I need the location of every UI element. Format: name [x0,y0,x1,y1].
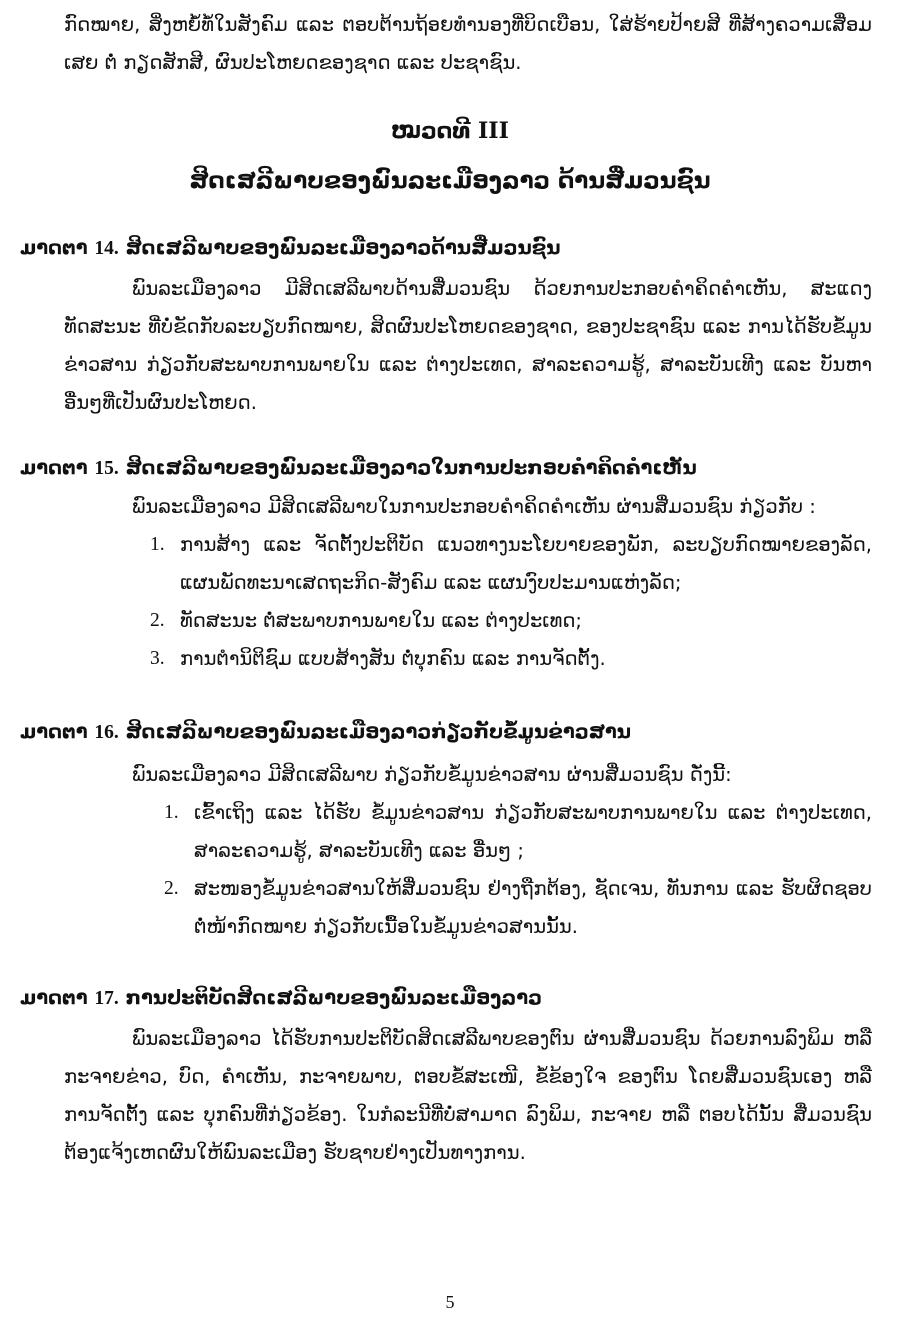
page-number: 5 [445,1292,455,1312]
list-item-text: ທັດສະນະ ຕໍ່ສະພາບການພາຍໃນ ແລະ ຕ່າງປະເທດ; [180,609,583,632]
list-item [164,794,872,870]
list-marker: 2. [164,878,179,899]
top-paragraph: ກົດໝາຍ, ສິ່ງຫຍໍ້ທໍ້ໃນສັງຄົມ ແລະ ຕອບຕ້ານຖ້ອຍທຳນອງທີ່ບິດເບືອນ, ໃສ່ຮ້າຍປ້າຍສີ ທີ່ສ້າງຄວາມເສື່ອມເສຍ ຕໍ່ ກຽດສັກສີ, ຜົນປະໂຫຍດຂອງຊາດ ແລະ ປະຊາຊົນ. [64,13,872,74]
article-title: ການປະຕິບັດສິດເສລີພາບຂອງພົນລະເມືອງລາວ [125,986,543,1009]
chapter-title: ສິດເສລີພາບຂອງພົນລະເມືອງລາວ ດ້ານສື່ມວນຊົນ [189,168,711,194]
article-14-heading [20,236,561,260]
article-number: 17. [94,988,119,1009]
list-item-text: ການຕຳນິຕິຊົມ ແບບສ້າງສັນ ຕໍ່ບຸກຄົນ ແລະ ການຈັດຕັ້ງ. [180,647,606,670]
article-number: 16. [94,722,119,743]
article-14-body: ພົນລະເມືອງລາວ ມີສິດເສລີພາບດ້ານສື່ມວນຊົນ ດ້ວຍການປະກອບຄຳຄິດຄຳເຫັນ, ສະແດງທັດສະນະ ທີ່ບໍ່ຂັດກັບລະບຽບກົດໝາຍ, ສິດຜົນປະໂຫຍດຂອງຊາດ, ຂອງປະຊາຊົນ ແລະ ການໄດ້ຮັບຂໍ້ມູນຂ່າວສານ ກ່ຽວກັບສະພາບການພາຍໃນ ແລະ ຕ່າງປະເທດ, ສາລະຄວາມຮູ້, ສາລະບັນເທີງ ແລະ ບັນຫາອື່ນໆທີ່ເປັນຜົນປະໂຫຍດ. [64,277,872,414]
list-item [164,870,872,946]
list-marker: 2. [150,610,165,631]
article-number: 14. [94,238,119,259]
article-15-body: ພົນລະເມືອງລາວ ມີສິດເສລີພາບໃນການປະກອບຄຳຄິດຄຳເຫັນ ຜ່ານສື່ມວນຊົນ ກ່ຽວກັບ : [132,495,816,518]
article-16-heading [20,720,631,744]
article-label: ມາດຕາ [20,236,88,259]
article-title: ສິດເສລີພາບຂອງພົນລະເມືອງລາວກ່ຽວກັບຂໍ້ມູນຂ່າວສານ [125,720,631,743]
article-label: ມາດຕາ [20,720,88,743]
chapter-heading [0,118,900,144]
article-15-list [150,526,872,678]
list-item-text: ສະໜອງຂໍ້ມູນຂ່າວສານໃຫ້ສື່ມວນຊົນ ຢ່າງຖືກຕ້ອງ, ຊັດເຈນ, ທັນການ ແລະ ຮັບຜິດຊອບຕໍ່ໜ້າກົດໝາຍ ກ່ຽວກັບເນື້ອໃນຂໍ້ມູນຂ່າວສານນັ້ນ. [194,877,872,938]
list-marker: 1. [150,534,165,555]
list-marker: 3. [150,648,165,669]
article-label: ມາດຕາ [20,456,88,479]
list-item [150,640,872,678]
article-17-body: ພົນລະເມືອງລາວ ໄດ້ຮັບການປະຕິບັດສິດເສລີພາບຂອງຕົນ ຜ່ານສື່ມວນຊົນ ດ້ວຍການລົງພິມ ຫລື ກະຈາຍຂ່າວ, ບົດ, ຄຳເຫັນ, ກະຈາຍພາບ, ຕອບຂໍ້ສະເໜີ, ຂໍ້ຂ້ອງໃຈ ຂອງຕົນ ໂດຍສື່ມວນຊົນເອງ ຫລື ການຈັດຕັ້ງ ແລະ ບຸກຄົນທີ່ກ່ຽວຂ້ອງ. ໃນກໍລະນີທີ່ບໍ່ສາມາດ ລົງພິມ, ກະຈາຍ ຫລື ຕອບໄດ້ນັ້ນ ສື່ມວນຊົນ ຕ້ອງແຈ້ງເຫດຜົນໃຫ້ພົນລະເມືອງ ຮັບຊາບຢ່າງເປັນທາງການ. [64,1027,872,1164]
article-label: ມາດຕາ [20,986,88,1009]
list-item-text: ເຂົ້າເຖິງ ແລະ ໄດ້ຮັບ ຂໍ້ມູນຂ່າວສານ ກ່ຽວກັບສະພາບການພາຍໃນ ແລະ ຕ່າງປະເທດ, ສາລະຄວາມຮູ້, ສາລະບັນເທີງ ແລະ ອື່ນໆ ; [194,801,872,862]
article-16-list [164,794,872,946]
article-number: 15. [94,458,119,479]
list-item [150,526,872,602]
chapter-number: III [478,118,509,144]
chapter-label: ໝວດທີ [391,119,471,144]
article-16-body: ພົນລະເມືອງລາວ ມີສິດເສລີພາບ ກ່ຽວກັບຂໍ້ມູນຂ່າວສານ ຜ່ານສື່ມວນຊົນ ດັ່ງນີ້: [132,763,732,786]
article-17-heading [20,986,542,1010]
article-15-heading [20,456,697,480]
article-title: ສິດເສລີພາບຂອງພົນລະເມືອງລາວໃນການປະກອບຄຳຄິດຄຳເຫັນ [125,456,697,479]
list-marker: 1. [164,802,179,823]
list-item-text: ການສ້າງ ແລະ ຈັດຕັ້ງປະຕິບັດ ແນວທາງນະໂຍບາຍຂອງພັກ, ລະບຽບກົດໝາຍຂອງລັດ, ແຜນພັດທະນາເສດຖະກິດ-ສັງຄົມ ແລະ ແຜນງົບປະມານແຫ່ງລັດ; [180,533,872,594]
list-item [150,602,872,640]
article-title: ສິດເສລີພາບຂອງພົນລະເມືອງລາວດ້ານສື່ມວນຊົນ [125,236,561,259]
